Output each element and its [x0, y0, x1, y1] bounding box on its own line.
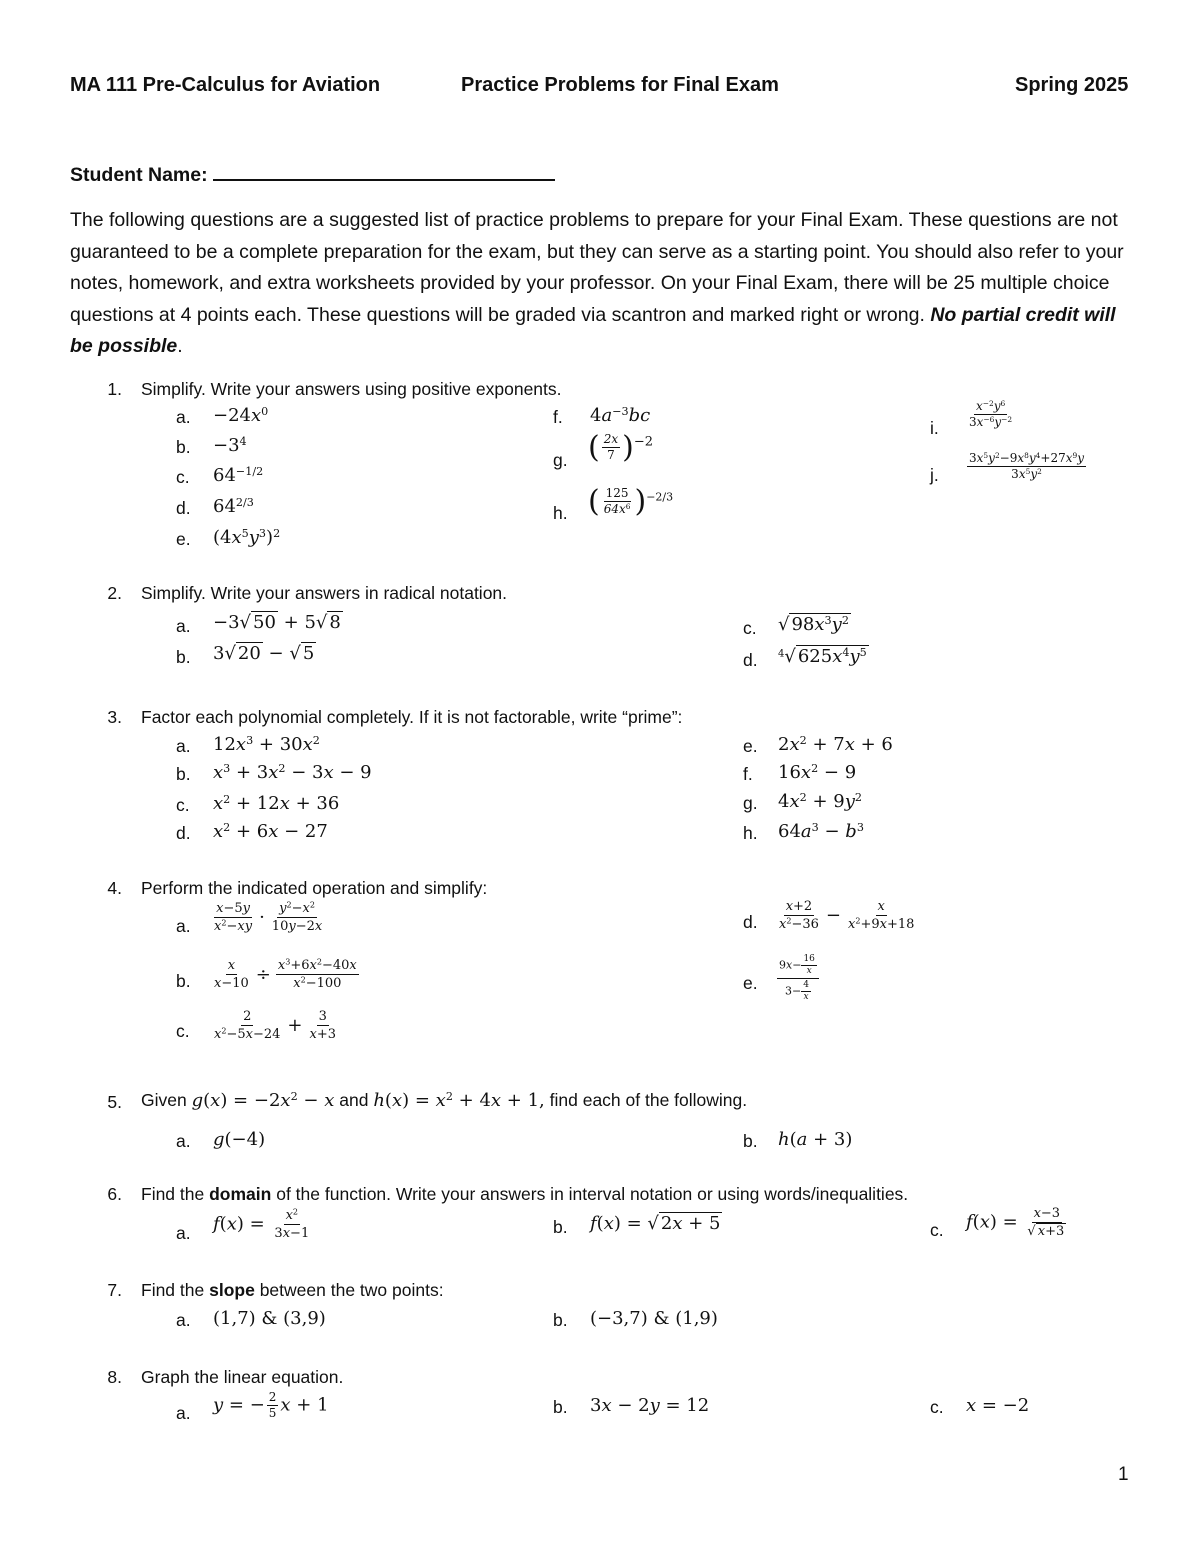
q4c-label: c. [176, 1021, 190, 1041]
q3f-expr: $16x^2 - 9$ [778, 761, 857, 783]
q5-number: 5. [107, 1092, 122, 1112]
q1h-expr: ( $\frac{125}{64x^6}$ )$^{-2/3}$ [588, 484, 674, 519]
q1j-expr: $\frac{3x^5y^2-9x^8y^4+27x^9y}{3x^5y^2}$ [969, 450, 1085, 481]
q7-number: 7. [107, 1280, 122, 1300]
q1i-label: i. [930, 418, 939, 438]
q8-prompt: Graph the linear equation. [141, 1367, 344, 1387]
q1c-expr: $64^{-1/2}$ [213, 464, 264, 486]
q3b-expr: $x^3 + 3x^2 - 3x - 9$ [213, 761, 372, 783]
q4e-expr: 9x− $\frac{16}{x}$ 3− $\frac{4}{x}$ [775, 955, 821, 1002]
q7a-expr: (1,7) & (3,9) [213, 1308, 326, 1329]
document-title: Practice Problems for Final Exam [461, 74, 779, 96]
q8a-expr: y = − $\frac{2}{5}$ x + 1 [213, 1390, 329, 1420]
q7-prompt-post: between the two points: [259, 1280, 444, 1300]
q6b-expr: f(x) = √ 2x + 5 [590, 1213, 721, 1234]
q1a-expr: $-24x^0$ [213, 404, 269, 426]
q1a-label: a. [176, 407, 191, 427]
q5-g-def: $g(x) = -2x^2 - x$ [191, 1089, 335, 1111]
q5b-expr: h(a + 3) [778, 1129, 853, 1150]
q3a-label: a. [176, 736, 191, 756]
q3b-label: b. [176, 764, 191, 784]
term: Spring 2025 [1015, 74, 1129, 96]
q8c-expr: x = −2 [966, 1395, 1030, 1416]
q1b-label: b. [176, 437, 191, 457]
q8c-label: c. [930, 1397, 944, 1417]
q2-number: 2. [107, 583, 122, 603]
q3d-expr: $x^2 + 6x - 27$ [213, 820, 328, 842]
q1c-label: c. [176, 467, 190, 487]
student-name-line [70, 161, 555, 187]
q6c-label: c. [930, 1220, 944, 1240]
q1g-expr: ( $\frac{2x}{7}$ )$^{-2}$ [588, 430, 654, 465]
q2a-label: a. [176, 616, 191, 636]
q5-prompt-pre: Given [141, 1090, 187, 1110]
q3e-expr: $2x^2 + 7x + 6$ [778, 733, 893, 755]
q4c-expr: $\frac{2}{x^2-5x-24}$ + $\frac{3}{x+3}$ [214, 1009, 337, 1042]
q1f-expr: $4a^{-3}bc$ [590, 404, 651, 426]
q4d-expr: $\frac{x+2}{x^2-36}$ − $\frac{x}{x^2+9x+18}$ [779, 899, 915, 932]
q1-prompt: Simplify. Write your answers using positive exponents. [141, 379, 562, 399]
q2c-label: c. [743, 618, 757, 638]
q5a-expr: g(−4) [213, 1129, 266, 1150]
q5-prompt [141, 1090, 747, 1111]
q6a-expr: f(x) = $\frac{x^2}{3x-1}$ [213, 1207, 310, 1241]
q3-prompt: Factor each polynomial completely. If it is not factorable, write “prime”: [141, 707, 683, 727]
q3f-label: f. [743, 764, 753, 784]
q4-number: 4. [107, 878, 122, 898]
course-title: MA 111 Pre-Calculus for Aviation [70, 74, 381, 96]
q3g-label: g. [743, 793, 758, 813]
q5-prompt-post: find each of the following. [549, 1090, 748, 1110]
intro-paragraph: The following questions are a suggested list of practice problems to prepare for your Final Exam. These questions are not guaranteed to be a complete preparation for the exam, but they can serve as a starting point. You should also refer to your notes, homework, and extra worksheets provided by your professor. On your Final Exam, there will be 25 multiple choice questions at 4 points each. These questions will be graded via scantron and marked right or wrong. No partial credit will be possible. [70, 209, 1124, 357]
q6-number: 6. [107, 1184, 122, 1204]
q7b-label: b. [553, 1310, 568, 1330]
q6c-expr: f(x) = $\frac{x-3}{√ x+3}$ [966, 1206, 1065, 1239]
q3c-label: c. [176, 795, 190, 815]
q3d-label: d. [176, 823, 191, 843]
q6b-label: b. [553, 1217, 568, 1237]
q7-prompt-pre: Find the [141, 1280, 205, 1300]
q2c-expr: √ $98x^3y^2$ [778, 613, 849, 635]
q1b-expr: $-3^4$ [213, 434, 247, 456]
q2d-label: d. [743, 650, 758, 670]
q8a-label: a. [176, 1403, 191, 1423]
q5-prompt-mid: and [339, 1090, 369, 1110]
q2d-expr: $^4$√ $625x^4y^5$ [778, 645, 867, 667]
q1j-label: j. [930, 465, 939, 485]
q7-prompt-bold: slope [209, 1280, 255, 1300]
q1f-label: f. [553, 407, 563, 427]
q1-number: 1. [107, 379, 122, 399]
q4a-expr: $\frac{x-5y}{x^2-xy}$ · $\frac{y^2-x^2}{10y-2x}$ [214, 900, 323, 934]
q4e-label: e. [743, 973, 758, 993]
q5a-label: a. [176, 1131, 191, 1151]
q2a-expr: −3√ 50 + 5√ 8 [213, 612, 341, 633]
q3c-expr: $x^2 + 12x + 36$ [213, 792, 340, 814]
q2-prompt: Simplify. Write your answers in radical notation. [141, 583, 508, 603]
q2b-expr: 3√ 20 − √ 5 [213, 643, 315, 664]
q1d-label: d. [176, 498, 191, 518]
q4b-expr: $\frac{x}{x-10}$ ÷ $\frac{x^3+6x^2-40x}{x^2-100}$ [214, 957, 357, 991]
q6a-label: a. [176, 1223, 191, 1243]
student-name-label: Student Name: [70, 164, 208, 186]
q6-prompt-post: of the function. Write your answers in interval notation or using words/inequalities. [276, 1184, 909, 1204]
q4b-label: b. [176, 971, 191, 991]
q1d-expr: $64^{2/3}$ [213, 495, 254, 517]
q1e-label: e. [176, 529, 191, 549]
q6-prompt-bold: domain [209, 1184, 272, 1204]
q3-number: 3. [107, 707, 122, 727]
q7a-label: a. [176, 1310, 191, 1330]
q1i-expr: $\frac{x^{-2}y^6}{3x^{-6}y^{-2}}$ [969, 398, 1013, 429]
q8b-expr: 3x − 2y = 12 [590, 1395, 710, 1416]
q5b-label: b. [743, 1131, 758, 1151]
q2b-label: b. [176, 647, 191, 667]
intro-emphasis: No partial credit will be possible [70, 303, 1116, 357]
q7-prompt [141, 1280, 444, 1301]
page-number: 1 [1118, 1464, 1129, 1485]
q8b-label: b. [553, 1397, 568, 1417]
q7b-expr: (−3,7) & (1,9) [590, 1308, 718, 1329]
q3g-expr: $4x^2 + 9y^2$ [778, 790, 862, 812]
q1g-label: g. [553, 450, 568, 470]
q3e-label: e. [743, 736, 758, 756]
q5-h-def: $h(x) = x^2 + 4x + 1$, [373, 1089, 545, 1111]
intro-text: The following questions are a suggested list of practice problems to prepare for your Final Exam. These questions are not guaranteed to be a complete preparation for the exam, but they can serve as a starting point. You should also refer to your notes, homework, and extra worksheets provided by your professor. On your Final Exam, there will be 25 multiple choice questions at 4 points each. These questions will be graded via scantron and marked right or wrong. [70, 209, 1124, 326]
q3a-expr: $12x^3 + 30x^2$ [213, 733, 320, 755]
q4d-label: d. [743, 912, 758, 932]
q3h-expr: $64a^3 - b^3$ [778, 820, 864, 842]
q4a-label: a. [176, 916, 191, 936]
student-name-field[interactable] [213, 161, 555, 181]
q3h-label: h. [743, 823, 758, 843]
q6-prompt-pre: Find the [141, 1184, 205, 1204]
q1h-label: h. [553, 503, 568, 523]
q4-prompt: Perform the indicated operation and simplify: [141, 878, 488, 898]
q6-prompt [141, 1184, 908, 1205]
q8-number: 8. [107, 1367, 122, 1387]
q1e-expr: $(4x^5y^3)^2$ [213, 526, 281, 548]
